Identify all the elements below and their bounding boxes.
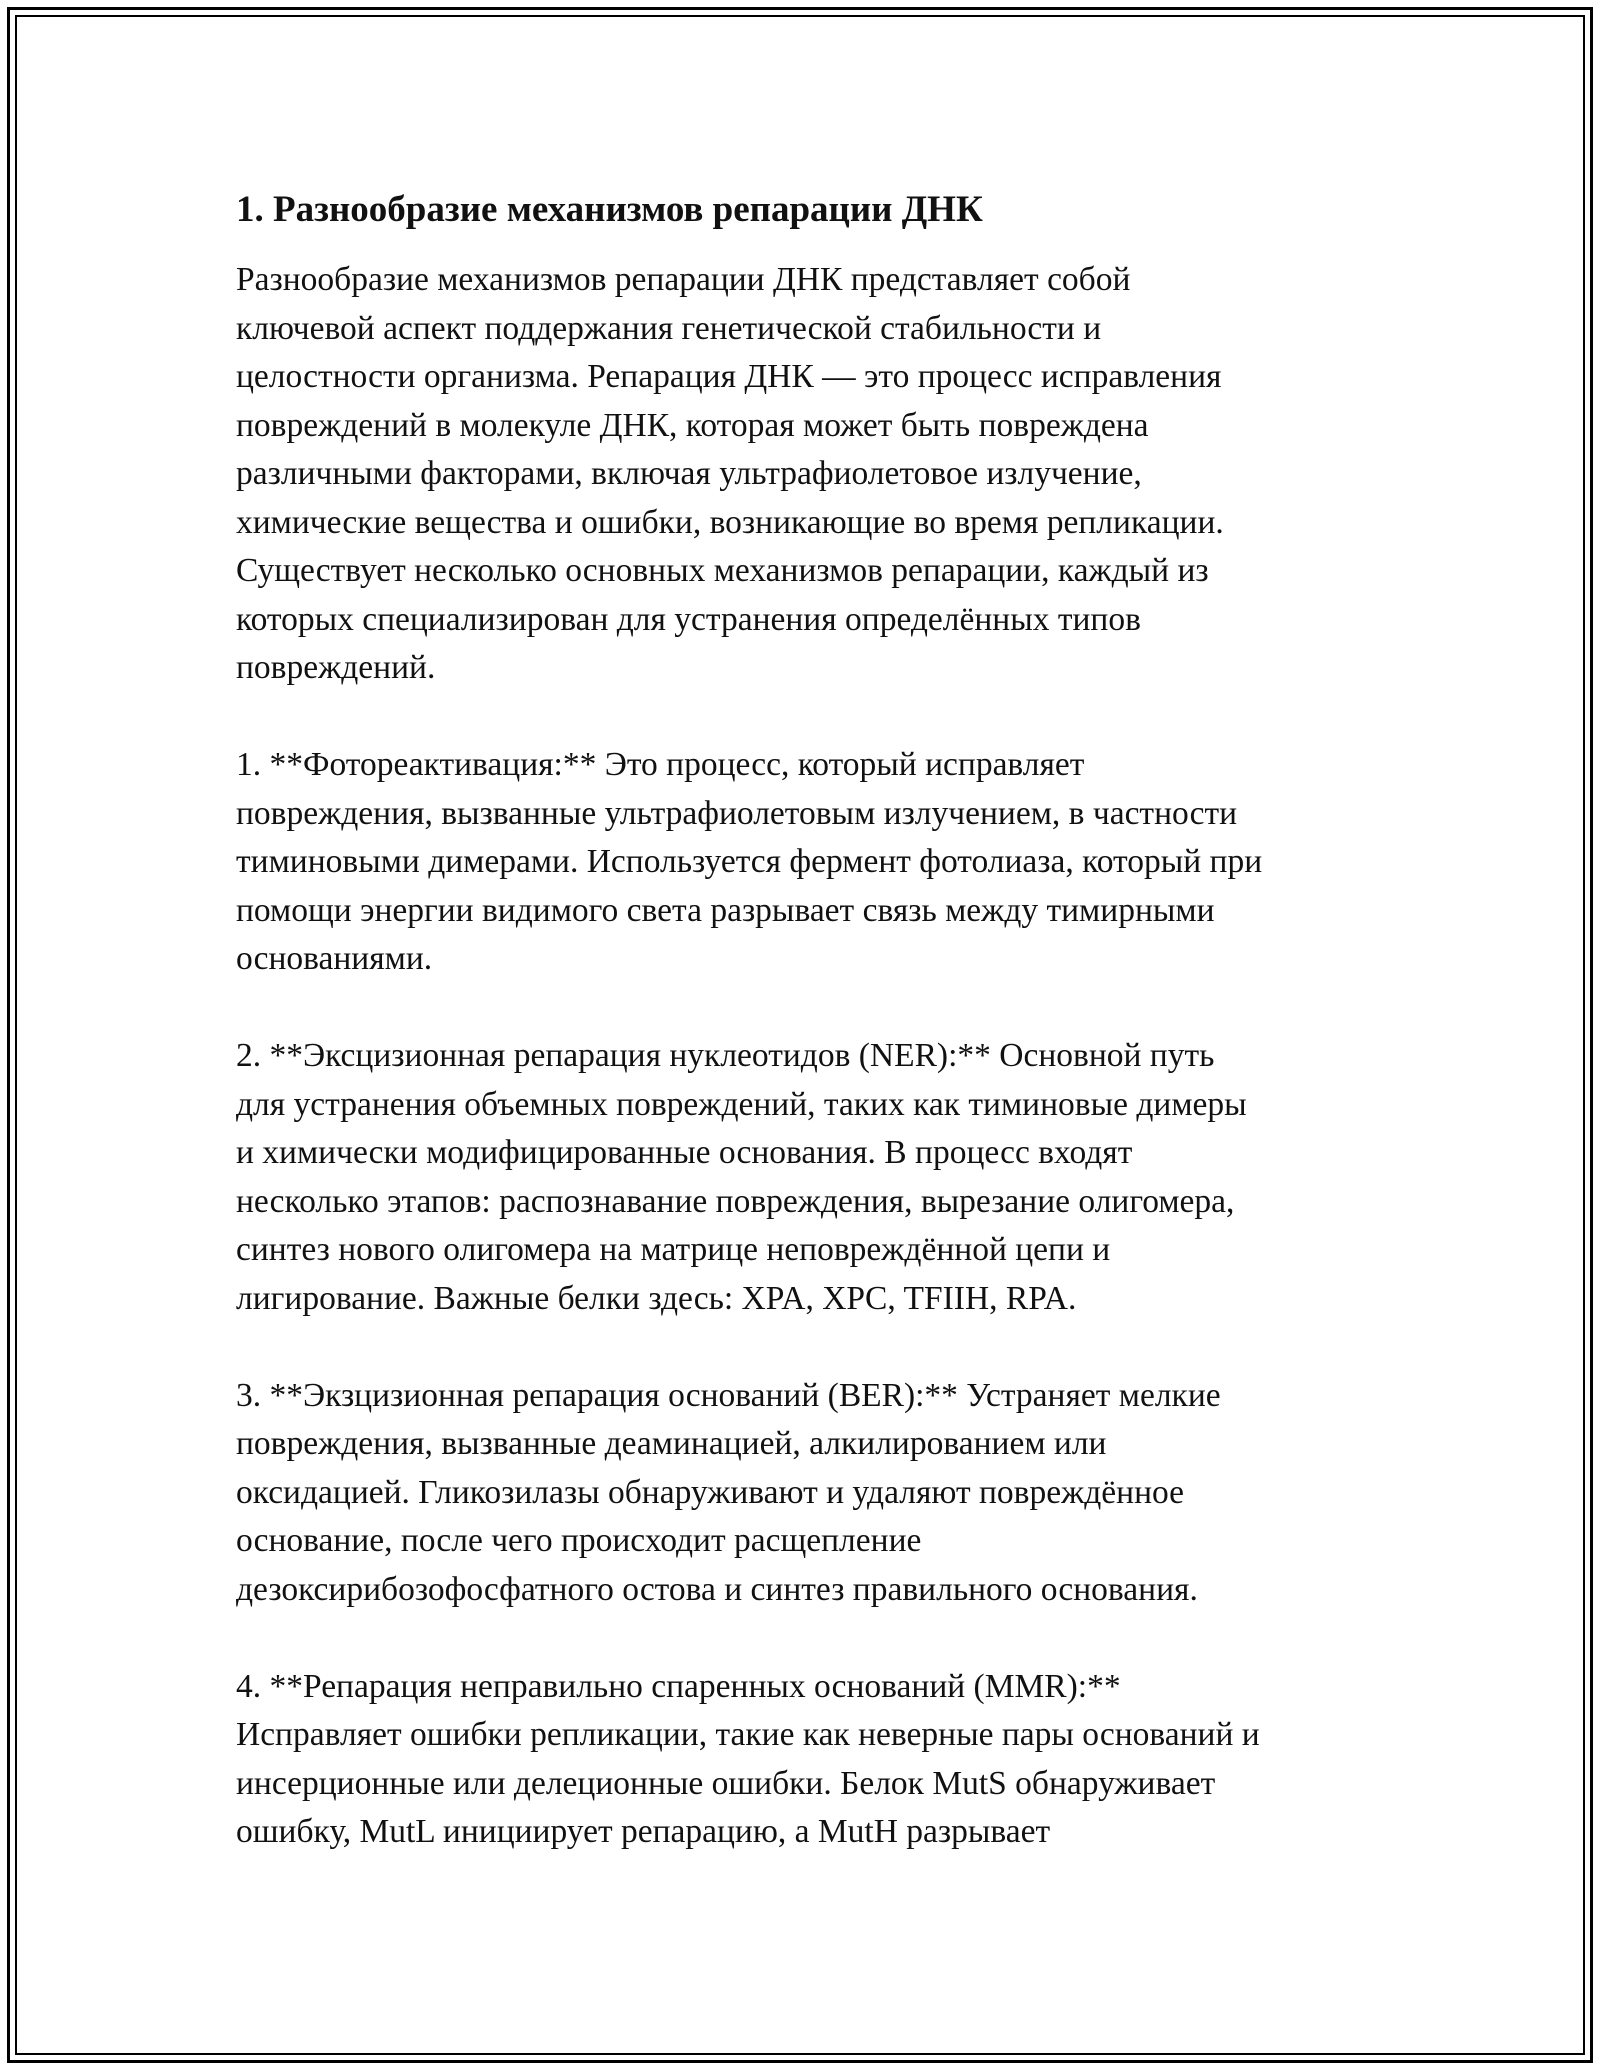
paragraph-photoreactivation: 1. **Фотореактивация:** Это процесс, который исправляет повреждения, вызванные ультрафиолетовым излучением, в частности тиминовыми димерами. Используется фермент фотолиаза, который при помощи энергии видимого света разрывает связь между тимирными основаниями. — [236, 746, 1263, 977]
intro-paragraph: Разнообразие механизмов репарации ДНК представляет собой ключевой аспект поддержания генетической стабильности и целостности организма. Репарация ДНК — это процесс исправления повреждений в молекуле ДНК, которая может быть повреждена различными факторами, включая ультрафиолетовое излучение, химические вещества и ошибки, возникающие во время репликации. Существует несколько основных механизмов репарации, каждый из которых специализирован для устранения определённых типов повреждений. — [236, 261, 1224, 686]
paragraph-ner: 2. **Эксцизионная репарация нуклеотидов (NER):** Основной путь для устранения объемных повреждений, таких как тиминовые димеры и химически модифицированные основания. В процесс входят несколько этапов: распознавание повреждения, вырезание олигомера, синтез нового олигомера на матрице неповреждённой цепи и лигирование. Важные белки здесь: XPA, XPC, TFIIH, RPA. — [236, 1037, 1247, 1317]
document-body — [236, 186, 1376, 1905]
paragraph-ber: 3. **Экзцизионная репарация оснований (BER):** Устраняет мелкие повреждения, вызванные деаминацией, алкилированием или оксидацией. Гликозилазы обнаруживают и удаляют повреждённое основание, после чего происходит расщепление дезоксирибозофосфатного остова и синтез правильного основания. — [236, 1376, 1221, 1608]
paragraph-mmr: 4. **Репарация неправильно спаренных оснований (MMR):** Исправляет ошибки репликации, такие как неверные пары оснований и инсерционные или делеционные ошибки. Белок MutS обнаруживает ошибку, MutL инициирует репарацию, а MutH разрывает — [236, 1667, 1260, 1850]
page-title: 1. Разнообразие механизмов репарации ДНК — [236, 189, 983, 230]
